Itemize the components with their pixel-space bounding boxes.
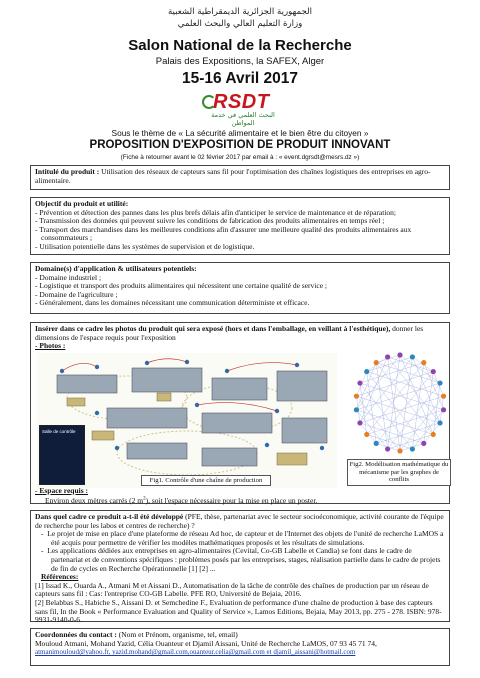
- graph-node: [421, 441, 426, 446]
- graph-node: [431, 369, 436, 374]
- logo-arabic-tagline: البحث العلمي في خدمة المواطن: [211, 111, 275, 127]
- graph-node: [364, 369, 369, 374]
- graph-edge: [356, 396, 440, 423]
- context-box: [30, 510, 450, 625]
- domain-item: - Domaine industriel ;: [35, 272, 102, 282]
- reference-2: [2] Belabbas S., Habiche S., Aissani D. et Semchedine F., Evaluation de performance d'une chaîne de production à base des capteurs sans fil, In the Book « Performance Evaluation and Quality of Service », Lamos Editions, Bejaia, May 2013, pp. 275 - 278. ISBN: 978-9931-9140-0-6.: [35, 597, 442, 625]
- graph-node: [410, 446, 415, 451]
- objective-item: - Utilisation potentielle dans les systèmes de supervision et de logistique.: [35, 241, 255, 251]
- graph-edge: [412, 357, 440, 423]
- references-label: Références:: [41, 572, 79, 582]
- contact-names: Mouloud Atmani, Mohand Yazid, Célia Ouanteur et Djamil Aissani, Unité de Recherche LaMOS, 07 93 45 71 74,: [35, 638, 377, 648]
- graph-node: [374, 360, 379, 365]
- graph-edge: [360, 363, 424, 383]
- event-dates: 15-16 Avril 2017: [181, 70, 299, 87]
- space-text-start: Environ deux mètres carrés (2 m: [45, 496, 144, 506]
- graph-edge: [376, 372, 433, 444]
- form-title: PROPOSITION D'EXPOSITION DE PRODUIT INNOVANT: [89, 139, 391, 151]
- photos-instruction-rest: donner les dimensions de l'espace requis pour l'exposition: [35, 324, 424, 342]
- graph-edge: [388, 355, 400, 449]
- graph-edge: [367, 363, 424, 435]
- space-text-end: ), soit l'espace nécessaire pour la mise en place un poster.: [145, 496, 318, 506]
- dgrsdt-logo: [197, 91, 287, 127]
- graph-edge: [360, 396, 444, 423]
- graph-edge: [356, 372, 433, 397]
- graph-node: [385, 354, 390, 359]
- contact-label: Coordonnées du contact :: [35, 630, 117, 639]
- graph-edge: [360, 357, 412, 423]
- objective-item: - Transport des marchandises dans les meilleures conditions afin d'assurer une meilleure qualité des produits alimentaires aux consommateurs ;: [35, 224, 412, 243]
- context-bullet-text: Le projet de mise en place d'une plateforme de réseau Ad hoc, de capteur et de l'Internet des objets de l'unité de recherche LaMOS a été acquis pour permettre de vérifier les modèles mathématiques proposés et les résultats de simulations.: [47, 529, 444, 547]
- context-bullet-text: Les applications dédiées aux entreprises en agro-alimentaires (Cevital, Co-GB Labelle et Candia) se font dans le cadre de partenariat et de conventions spécifiques : problèmes posés par les entreprises, stages, réalisation partielle dans le cadre de projets de fin de cycles en Recherche Opérationnelle [1] [2] ...: [47, 546, 441, 573]
- graph-node: [441, 394, 446, 399]
- domain-item: - Généralement, dans les domaines nécessitant une communication déterministe et efficace.: [35, 298, 310, 308]
- graph-node: [421, 360, 426, 365]
- graph-node: [354, 407, 359, 412]
- graph-edge: [388, 357, 400, 451]
- graph-edge: [388, 434, 434, 449]
- graph-node: [441, 407, 446, 412]
- graph-node: [364, 432, 369, 437]
- graph-edge: [360, 357, 388, 423]
- arabic-ministry-line: وزارة التعليم العالي والبحث العلمي: [177, 19, 303, 29]
- photos-label: - Photos :: [35, 341, 66, 351]
- graph-node: [357, 420, 362, 425]
- graph-edge: [356, 383, 440, 410]
- graph-node: [397, 352, 402, 357]
- product-title-label: Intitulé du produit :: [35, 167, 100, 176]
- product-title-text: Utilisation des réseaux de capteurs sans fil pour l'optimisation des chaînes logistiques des entreprises en agro-alimentaire.: [35, 167, 431, 185]
- context-label-rest: (PFE, thèse, partenariat avec le secteur socioéconomique, activité courante de l'équipe de recherche pour les labos et centres de recherche) ?: [35, 512, 444, 530]
- graph-node: [374, 441, 379, 446]
- domain-item: - Logistique et transport des produits alimentaires qui nécessitent une certaine qualité de service ;: [35, 281, 327, 291]
- graph-node: [397, 448, 402, 453]
- contact-box: [30, 628, 450, 666]
- reference-1: [1] Issad K., Ouarda A., Atmani M et Aissani D., Automatisation de la tâche de contrôle des chaînes de production par un réseau de capteurs sans fil : Cas: l'entreprise CO-GB Labelle. PFE RO, Université de Bejaia, 2016.: [35, 580, 429, 599]
- graph-edge: [367, 410, 444, 435]
- context-label: Dans quel cadre ce produit a-t-il été développé: [35, 512, 184, 521]
- control-room-panel: [39, 425, 85, 485]
- contact-emails[interactable]: atmanimouloud@yahoo.fr, yazid.mohand@gmail.com,ouanteur.celia@gmail.com et djamil_aissani@hotmail.com: [35, 648, 356, 657]
- objective-item: - Transmission des données qui peuvent suivre les conditions de fabrication des produits alimentaires en temps réel ;: [35, 216, 385, 226]
- graph-node: [354, 394, 359, 399]
- conflict-graph-figure: [349, 345, 451, 457]
- context-bullet: - Le projet de mise en place d'une plateforme de réseau Ad hoc, de capteur et de l'Internet des objets de l'unité de recherche LaMOS a été acquis pour permettre de vérifier les modèles mathématiques proposés et les résultats de simulations.: [41, 529, 444, 547]
- graph-node: [431, 432, 436, 437]
- contact-label-rest: (Nom et Prénom, organisme, tel, email): [116, 630, 238, 639]
- space-superscript: 2: [143, 496, 146, 502]
- graph-edge: [367, 357, 413, 372]
- product-title-box: [30, 165, 450, 190]
- control-room-label: Salle de contrôle: [42, 429, 76, 434]
- graph-node: [357, 380, 362, 385]
- submission-note: (Fiche à retourner avant le 02 février 2017 par email à : « event.dgrsdt@mesrs.dz »): [120, 154, 360, 161]
- graph-edge: [367, 372, 444, 397]
- context-bullet: - Les applications dédiées aux entreprises en agro-alimentaires (Cevital, Co-GB Labelle et Candia) se font dans le cadre de partenariat et de conventions spécifiques : problèmes posés par les entreprises, stages, réalisation partielle dans le cadre de projets de fin de cycles en Recherche Opérationnelle [1] [2] ...: [41, 546, 441, 573]
- graph-edge: [360, 383, 444, 410]
- graph-node: [410, 354, 415, 359]
- graph-edge: [367, 372, 424, 444]
- objective-label: Objectif du produit et utilité:: [35, 199, 129, 208]
- graph-node: [385, 446, 390, 451]
- graph-node: [437, 420, 442, 425]
- objective-item: - Prévention et détection des pannes dans les plus brefs délais afin d'anticiper le service de maintenance et de réparation;: [35, 207, 397, 217]
- figure2-caption: Fig2. Modélisation mathématique du mécanisme par les graphes de conflits: [347, 459, 451, 486]
- photos-instruction: Insérer dans ce cadre les photos du produit qui sera exposé (hors et dans l'emballage, en veillant à l'esthétique),: [35, 324, 391, 333]
- domains-label: Domaine(s) d'application & utilisateurs potentiels:: [35, 264, 197, 273]
- theme-line: Sous le thème de « La sécurité alimentaire et le bien être du citoyen »: [111, 128, 369, 138]
- graph-edge: [388, 357, 434, 372]
- arabic-republic-line: الجمهورية الجزائرية الديمقراطية الشعبية: [167, 7, 313, 17]
- event-title: Salon National de la Recherche: [128, 37, 352, 54]
- figure1-caption: Fig1. Contrôle d'une chaîne de production: [141, 475, 271, 486]
- photos-box: [30, 322, 450, 504]
- logo-wordmark: RSDT: [213, 91, 270, 113]
- objective-box: [30, 197, 450, 255]
- domain-item: - Domaine de l'agriculture ;: [35, 289, 118, 299]
- space-text: [35, 496, 317, 505]
- space-label: - Espace requis :: [35, 486, 88, 495]
- graph-edge: [400, 357, 412, 451]
- graph-node: [437, 380, 442, 385]
- domains-box: [30, 262, 450, 314]
- event-venue: Palais des Expositions, la SAFEX, Alger: [155, 56, 325, 67]
- graph-edge: [376, 363, 433, 435]
- graph-edge: [356, 410, 433, 435]
- graph-edge: [367, 434, 413, 449]
